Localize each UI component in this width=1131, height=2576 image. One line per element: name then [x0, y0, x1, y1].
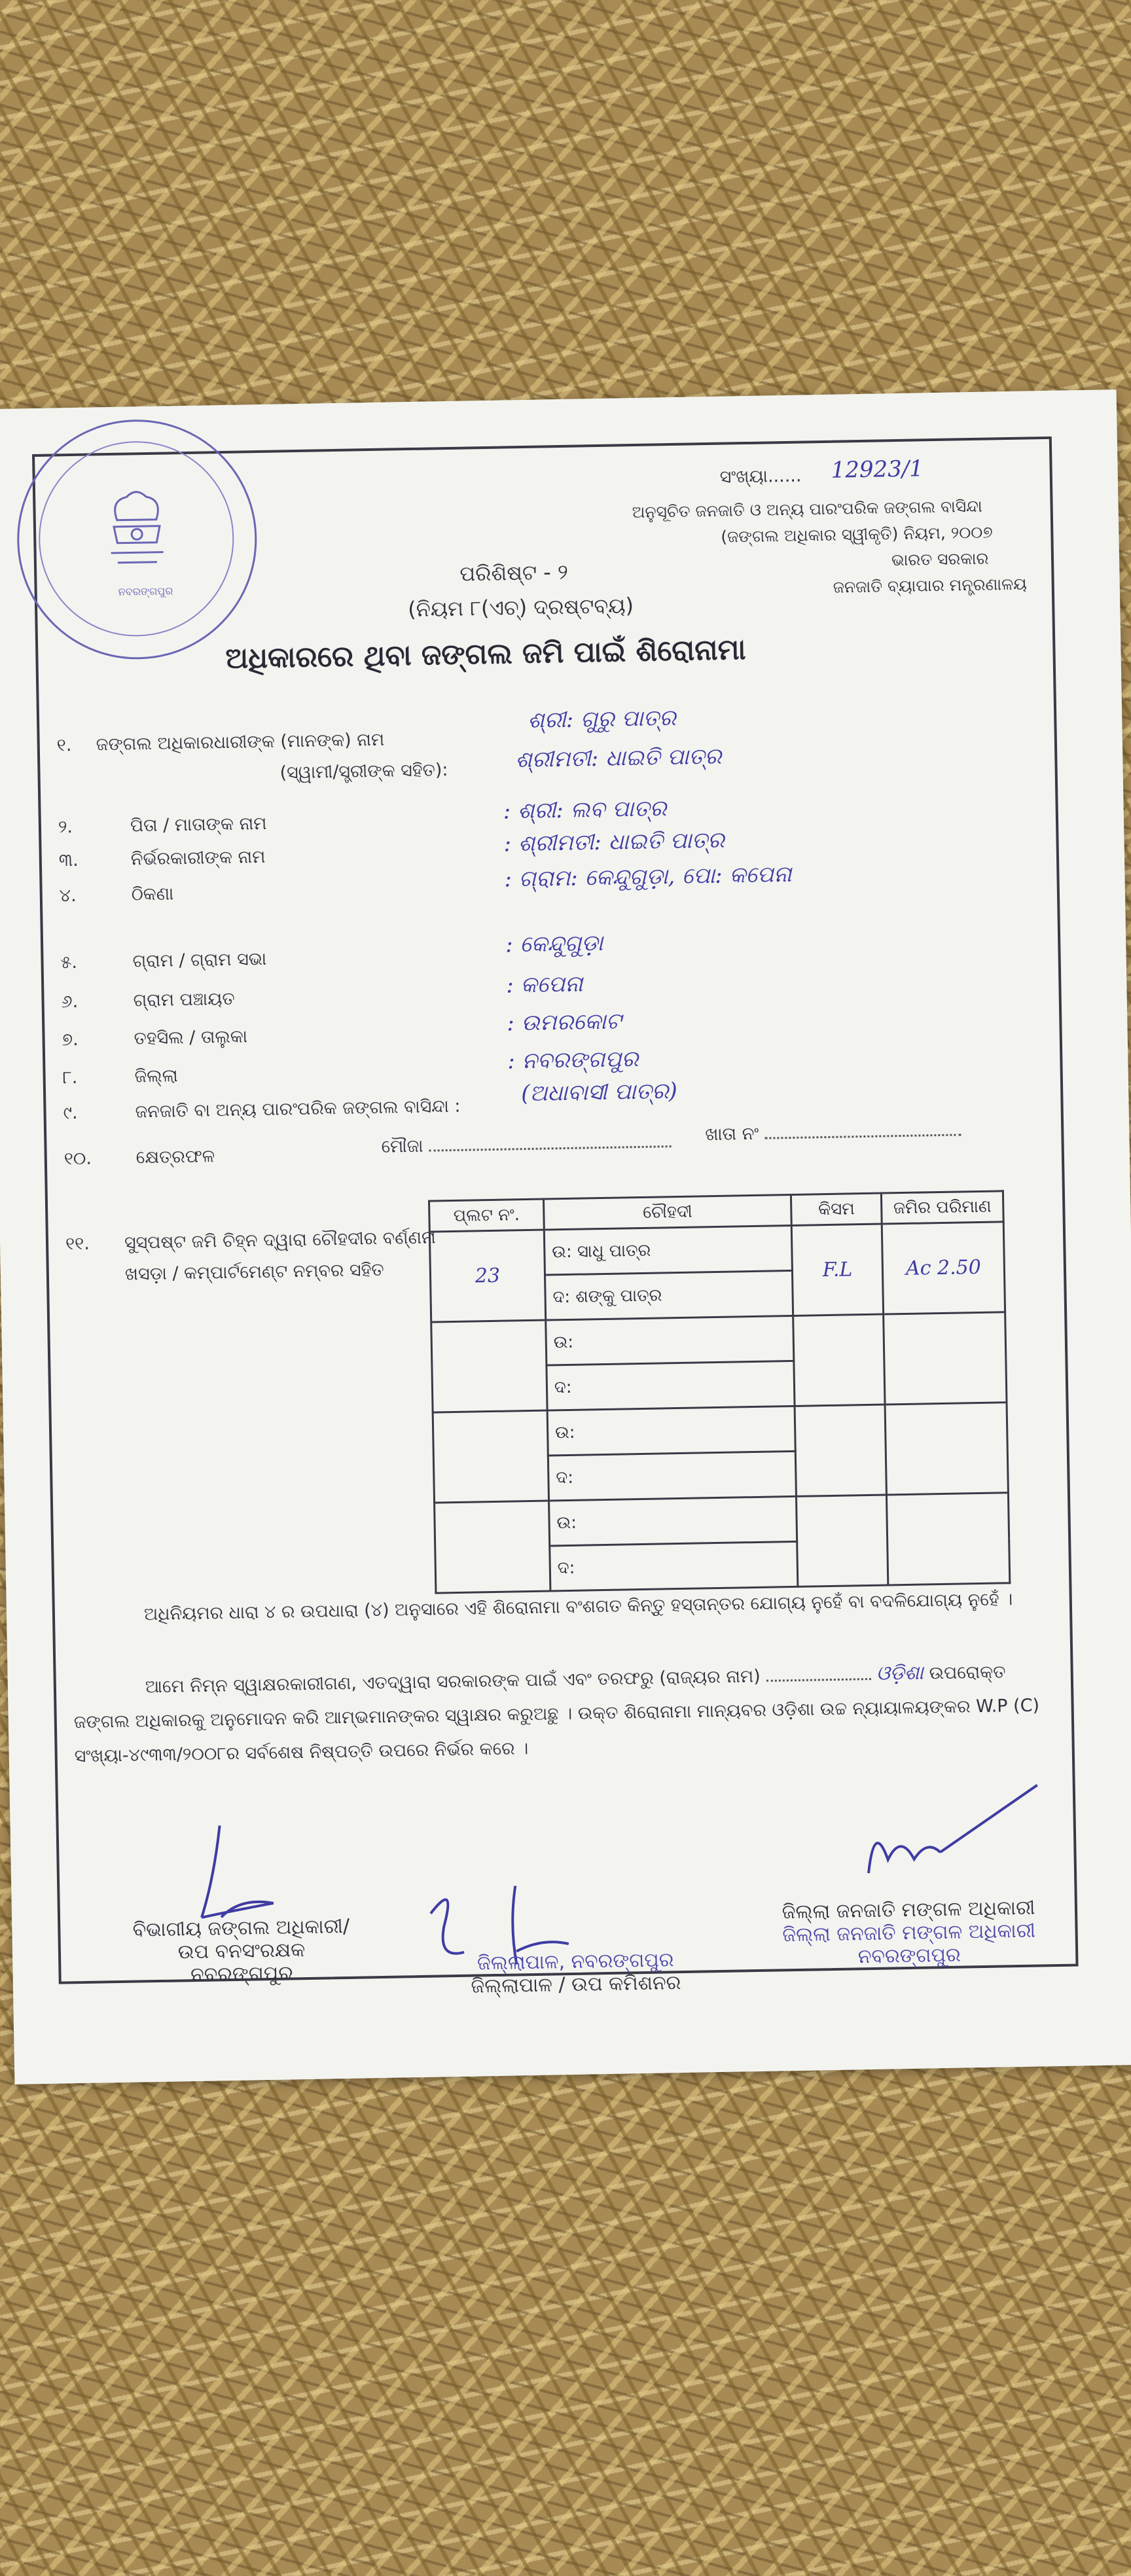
national-emblem-icon [97, 480, 177, 579]
north-boundary-cell: ଉ: ସାଧୁ ପାତ୍ର [544, 1225, 792, 1275]
declaration-text: ଆମେ ନିମ୍ନ ସ୍ୱାକ୍ଷରକାରୀଗଣ, ଏତଦ୍ୱାରା ସରକାରଙ୍କ ପାଇଁ ଏବଂ ତରଫରୁ (ରାଜ୍ୟର ନାମ) [145, 1666, 761, 1698]
state-name: ଓଡ଼ିଶା [876, 1661, 924, 1685]
header-line-4: ଜନଜାତି ବ୍ୟାପାର ମନ୍ତ୍ରଣାଳୟ [833, 574, 1028, 597]
signature-block-collector [418, 1948, 733, 1999]
serial-number: 12923/1 [831, 456, 924, 484]
field-4-value: : ଗ୍ରାମ: କେନ୍ଦୁଗୁଡ଼ା, ପୋ: କପେନା [504, 861, 792, 893]
plot-boundary-table [428, 1190, 1011, 1594]
declaration-paragraph-1: ଅଧିନିୟମର ଧାରା ୪ ର ଉପଧାରା (୪) ଅନୁସାରେ ଏହି ଶିରୋନାମା ବଂଶଗତ କିନ୍ତୁ ହସ୍ତାନ୍ତର ଯୋଗ୍ୟ ନୁହେଁ ବା ବଦଳିଯୋଗ୍ୟ ନୁହେଁ । [143, 1589, 1013, 1625]
rule-reference: (ନିୟମ ୮(ଏଚ୍) ଦ୍ରଷ୍ଟବ୍ୟ) [407, 593, 634, 622]
plot-number-cell [431, 1320, 547, 1412]
field-8-label: ଜିଲ୍ଲା [134, 1065, 179, 1087]
field-9-value: (ଅଧାବାସୀ ପାତ୍ର) [520, 1077, 678, 1107]
south-boundary-cell: ଦ: ଶଙ୍କୁ ପାତ୍ର [545, 1270, 793, 1320]
kisam-cell [795, 1404, 886, 1496]
field-1b-value: ଶ୍ରୀମତୀ: ଧାଇତି ପାତ୍ର [514, 743, 722, 774]
field-5-value: : କେନ୍ଦୁଗୁଡ଼ା [505, 929, 603, 958]
page-title: ଅଧିକାରରେ ଥିବା ଜଙ୍ଗଲ ଜମି ପାଇଁ ଶିରୋନାମା [225, 633, 747, 675]
land-area-cell: Ac 2.50 [882, 1222, 1005, 1314]
declaration-paragraph-2 [73, 1654, 1056, 1774]
kisam-cell [797, 1495, 888, 1586]
field-3-value: : ଶ୍ରୀମତୀ: ଧାଇତି ପାତ୍ର [503, 827, 725, 857]
field-2-value: : ଶ୍ରୀ: ଲବ ପାତ୍ର [503, 795, 667, 825]
signature-dtwo [854, 1778, 1052, 1886]
table-row [429, 1222, 1004, 1277]
table-row [431, 1312, 1006, 1367]
field-10-label: କ୍ଷେତ୍ରଫଳ [135, 1146, 215, 1168]
title-certificate-sheet [0, 389, 1131, 2084]
field-4-num: ୪. [59, 885, 77, 906]
south-boundary-cell: ଦ: [547, 1361, 795, 1410]
signatory-stamp-line: ଜିଲ୍ଲା ଜନଜାତି ମଙ୍ଗଳ ଅଧିକାରୀ [782, 1919, 1036, 1947]
field-7-value: : ଉମରକୋଟ [506, 1008, 622, 1037]
col-land-area: ଜମିର ପରିମାଣ [881, 1191, 1003, 1224]
field-2-label: ପିତା / ମାତାଙ୍କ ନାମ [130, 813, 267, 836]
field-10-num: ୧୦. [63, 1148, 92, 1170]
plot-number-cell: 23 [429, 1230, 545, 1322]
signatory-title: ଜିଲ୍ଲାପାଳ / ଉପ କମିଶନର [471, 1971, 681, 1998]
field-8-value: : ନବରଙ୍ଗପୁର [507, 1046, 639, 1075]
header-line-3: ଭାରତ ସରକାର [891, 548, 989, 570]
field-4-label: ଠିକଣା [131, 884, 174, 905]
mauja-label: ମୌଜା [381, 1136, 423, 1157]
table-row [435, 1493, 1009, 1548]
north-boundary-cell: ଉ: [546, 1315, 794, 1365]
field-6-value: : କପେନା [505, 971, 583, 999]
land-area-cell [886, 1493, 1009, 1585]
north-boundary-cell: ଉ: [548, 1496, 797, 1546]
field-2-num: ୨. [58, 817, 73, 838]
seal-text: ନବରଙ୍ଗପୁର [118, 584, 173, 598]
signatory-stamp: ଜିଲ୍ଲାପାଳ, ନବରଙ୍ଗପୁର [476, 1948, 674, 1975]
field-11-num: ୧୧. [65, 1233, 90, 1255]
field-11-label-line1: ସୁସ୍ପଷ୍ଟ ଜମି ଚିହ୍ନ ଦ୍ୱାରା ଚୌହଦୀର ବର୍ଣ୍ଣନା [124, 1227, 436, 1253]
field-11-label-line2: ଖସଡ଼ା / କମ୍ପାର୍ଟମେଣ୍ଟ ନମ୍ବର ସହିତ [124, 1259, 384, 1285]
land-area-cell [885, 1403, 1008, 1495]
signatory-title-line1: ଜିଲ୍ଲା ଜନଜାତି ମଙ୍ଗଳ ଅଧିକାରୀ [781, 1896, 1035, 1924]
field-7-label: ତହସିଲ / ତାଲୁକା [134, 1026, 248, 1049]
field-8-num: ୮. [62, 1067, 78, 1088]
kisam-cell [793, 1314, 885, 1406]
annex-label: ପରିଶିଷ୍ଟ - ୨ [459, 559, 569, 586]
signatory-title-line3: ନବରଙ୍ଗପୁର [190, 1961, 294, 1987]
field-3-label: ନିର୍ଭରକାରୀଙ୍କ ନାମ [130, 846, 266, 870]
field-6-label: ଗ୍ରାମ ପଞ୍ଚାୟତ [133, 988, 235, 1011]
field-3-num: ୩. [58, 850, 79, 871]
col-boundary: ଚୌହଦୀ [543, 1194, 791, 1230]
field-5-num: ୫. [60, 952, 78, 973]
kisam-cell: F.L [791, 1224, 883, 1315]
khata-label: ଖାତା ନଂ [705, 1123, 759, 1145]
field-9-label: ଜନଜାତି ବା ଅନ୍ୟ ପାରଂପରିକ ଜଙ୍ଗଲ ବାସିନ୍ଦା : [135, 1096, 461, 1122]
serial-label: ସଂଖ୍ୟା...... [719, 465, 802, 488]
field-1-value: ଶ୍ରୀ: ଗୁରୁ ପାତ୍ର [527, 704, 677, 734]
north-boundary-cell: ଉ: [547, 1406, 795, 1456]
field-7-num: ୭. [62, 1029, 79, 1050]
declaration-text-rest: ଉପରୋକ୍ତ ଜଙ୍ଗଲ ଅଧିକାରକୁ ଅନୁମୋଦନ କରି ଆମ୍ଭମାନଙ୍କର ସ୍ୱାକ୍ଷର କରୁଅଛୁ । ଉକ୍ତ ଶିରୋନାମା ମାନ୍ୟବର ଓଡ଼ିଶା ଉଚ୍ଚ ନ୍ୟାୟାଳୟଙ୍କର W.P (C) ସଂଖ୍ୟା-୪୯୩୩/୨୦୦୮ର ସର୍ବଶେଷ ନିଷ୍ପତ୍ତି ଉପରେ ନିର୍ଭର କରେ । [73, 1662, 1040, 1767]
land-area-cell [884, 1312, 1007, 1404]
signature-block-dfo [71, 1914, 412, 1988]
signature-block-dtwo [738, 1895, 1080, 1970]
field-9-num: ୯. [63, 1102, 78, 1124]
col-kisam: କିସମ [791, 1193, 882, 1225]
plot-number-cell [435, 1501, 550, 1593]
signatory-title-line2: ଉପ ବନସଂରକ୍ଷକ [177, 1939, 306, 1964]
field-1-num: ୧. [56, 735, 72, 756]
signatory-title-line3: ନବରଙ୍ଗପୁର [857, 1943, 961, 1969]
khata-field [705, 1120, 961, 1145]
header-line-1: ଅନୁସୂଚିତ ଜନଜାତି ଓ ଅନ୍ୟ ପାରଂପରିକ ଜଙ୍ଗଲ ବାସିନ୍ଦା [632, 496, 982, 522]
khata-blank [764, 1134, 961, 1139]
field-5-label: ଗ୍ରାମ / ଗ୍ରାମ ସଭା [132, 948, 267, 972]
mauja-blank [429, 1145, 671, 1151]
south-boundary-cell: ଦ: [548, 1451, 796, 1501]
signatory-title-line1: ବିଭାଗୀୟ ଜଙ୍ଗଲ ଅଧିକାରୀ/ [132, 1914, 350, 1942]
field-1b-label: (ସ୍ୱାମୀ/ସ୍ତ୍ରୀଙ୍କ ସହିତ): [279, 760, 448, 783]
header-line-2: (ଜଙ୍ଗଲ ଅଧିକାର ସ୍ୱୀକୃତି) ନିୟମ, ୨୦୦୭ [721, 522, 993, 546]
south-boundary-cell: ଦ: [550, 1541, 798, 1591]
state-blank [766, 1678, 871, 1682]
plot-number-cell [433, 1410, 548, 1503]
table-row [433, 1403, 1007, 1458]
field-1-label: ଜଙ୍ଗଲ ଅଧିକାରଧାରୀଙ୍କ (ମାନଙ୍କ) ନାମ [96, 729, 385, 755]
field-6-num: ୬. [61, 991, 79, 1012]
col-plot-no: ପ୍ଲଟ ନଂ. [429, 1199, 545, 1232]
